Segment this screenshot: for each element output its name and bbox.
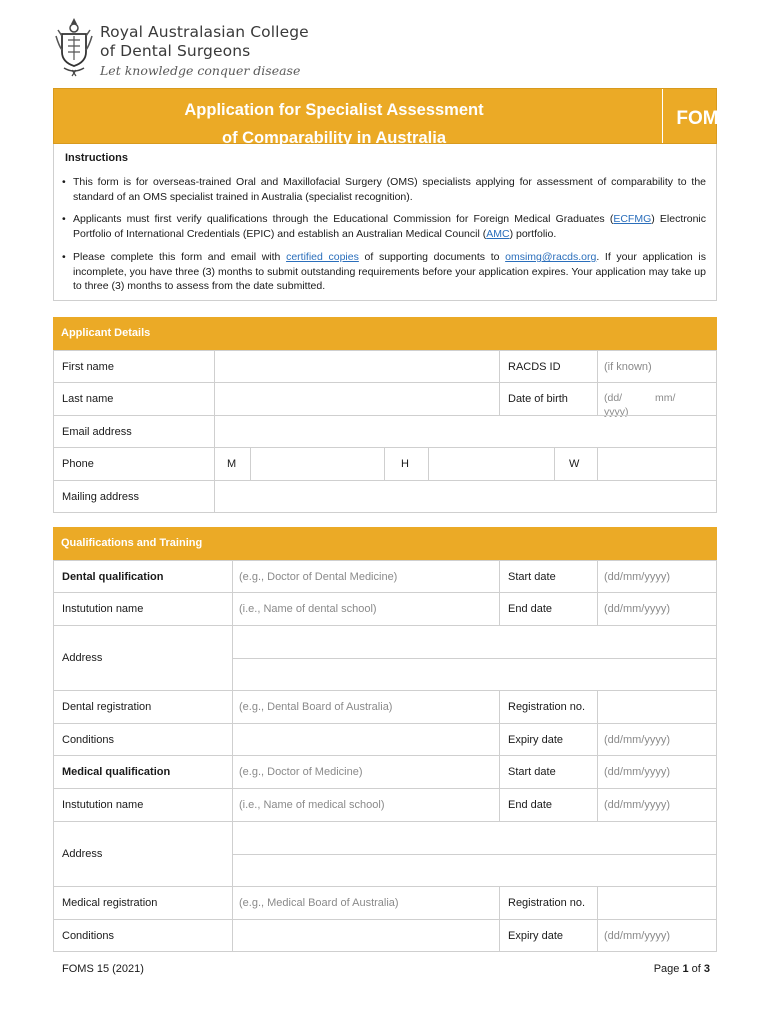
instruction-text: Applicants must first verify qualifications through the Educational Commission for Foreign Medical Graduates ( <box>73 213 614 225</box>
instruction-text: Please complete this form and email with <box>73 251 287 263</box>
instruction-text: This form is for overseas-trained Oral and Maxillofacial Surgery (OMS) specialists applying for assessment of comparability to the standard of an OMS specialist trained in Australia (specialist recognition). <box>73 176 706 203</box>
org-tagline: Let knowledge conquer disease <box>100 63 301 78</box>
mailing-address-field[interactable] <box>214 480 717 513</box>
medical-address-label: Address <box>53 821 233 887</box>
dental-start-date-label: Start date <box>499 560 598 593</box>
instruction-item <box>61 175 706 204</box>
mailing-address-label: Mailing address <box>53 480 215 513</box>
medical-institution-label: Instutution name <box>53 788 233 822</box>
medical-qualification-label: Medical qualification <box>53 755 233 789</box>
dental-expiry-date-field[interactable]: (dd/mm/yyyy) <box>597 723 717 756</box>
form-code: FOMS 15 <box>676 108 758 129</box>
org-name-line2: of Dental Surgeons <box>100 42 251 60</box>
phone-work-field[interactable] <box>597 447 717 481</box>
email-field[interactable] <box>214 415 717 448</box>
dental-registration-label: Dental registration <box>53 690 233 724</box>
last-name-field[interactable] <box>214 382 500 416</box>
phone-mobile-label: M <box>214 447 251 481</box>
certified-copies-link[interactable]: certified copies <box>286 251 359 263</box>
medical-conditions-field[interactable] <box>232 919 500 952</box>
medical-conditions-label: Conditions <box>53 919 233 952</box>
dob-label: Date of birth <box>499 382 598 416</box>
applicant-details-heading: Applicant Details <box>53 317 717 350</box>
college-logo <box>54 16 334 80</box>
dental-conditions-label: Conditions <box>53 723 233 756</box>
dental-qualification-field[interactable]: (e.g., Doctor of Dental Medicine) <box>232 560 500 593</box>
medical-expiry-date-label: Expiry date <box>499 919 598 952</box>
form-title-line2: of Comparability in Australia <box>221 129 446 147</box>
medical-end-date-field[interactable]: (dd/mm/yyyy) <box>597 788 717 822</box>
medical-registration-label: Medical registration <box>53 886 233 920</box>
amc-link[interactable]: AMC <box>486 227 510 240</box>
phone-work-label: W <box>554 447 598 481</box>
dental-qualification-label: Dental qualification <box>53 560 233 593</box>
phone-home-label: H <box>384 447 429 481</box>
medical-qualification-field[interactable]: (e.g., Doctor of Medicine) <box>232 755 500 789</box>
dental-institution-field[interactable]: (i.e., Name of dental school) <box>232 592 500 626</box>
medical-address-line1-field[interactable] <box>232 821 717 855</box>
instruction-item <box>61 212 706 241</box>
email-label: Email address <box>53 415 215 448</box>
dental-institution-label: Instutution name <box>53 592 233 626</box>
dental-conditions-field[interactable] <box>232 723 500 756</box>
dental-expiry-date-label: Expiry date <box>499 723 598 756</box>
page-prefix: Page <box>653 963 683 975</box>
racds-id-label: RACDS ID <box>499 350 598 383</box>
instructions-box <box>53 144 717 301</box>
dob-field[interactable]: (dd/ mm/ yyyy) <box>597 382 717 416</box>
email-link[interactable]: omsimg@racds.org <box>505 251 597 263</box>
dental-registration-no-field[interactable] <box>597 690 717 724</box>
page-of: of <box>688 963 704 975</box>
dental-end-date-field[interactable]: (dd/mm/yyyy) <box>597 592 717 626</box>
dental-address-line1-field[interactable] <box>232 625 717 659</box>
instruction-text: ) portfolio. <box>509 227 557 240</box>
medical-end-date-label: End date <box>499 788 598 822</box>
racds-id-field[interactable]: (if known) <box>597 350 717 383</box>
instruction-text: of supporting documents to <box>358 251 506 263</box>
medical-registration-no-label: Registration no. <box>499 886 598 920</box>
instructions-heading: Instructions <box>65 152 128 164</box>
coat-of-arms-icon <box>54 16 94 78</box>
medical-expiry-date-field[interactable]: (dd/mm/yyyy) <box>597 919 717 952</box>
form-header <box>53 88 758 147</box>
medical-start-date-label: Start date <box>499 755 598 789</box>
first-name-field[interactable] <box>214 350 500 383</box>
page-total: 3 <box>703 963 710 975</box>
ecfmg-link[interactable]: ECFMG <box>613 213 652 225</box>
instruction-item <box>61 250 706 294</box>
last-name-label: Last name <box>53 382 215 416</box>
instruction-text: . If your application is incomplete, you have three (3) months to submit outstanding requirements before your application expires. Your application may take up to three (3) months to assess from the date submitted. <box>73 251 706 292</box>
medical-institution-field[interactable]: (i.e., Name of medical school) <box>232 788 500 822</box>
medical-registration-no-field[interactable] <box>597 886 717 920</box>
phone-mobile-field[interactable] <box>250 447 385 481</box>
dental-registration-field[interactable]: (e.g., Dental Board of Australia) <box>232 690 500 724</box>
org-name-line1: Royal Australasian College <box>100 23 309 41</box>
phone-label: Phone <box>53 447 215 481</box>
dental-start-date-field[interactable]: (dd/mm/yyyy) <box>597 560 717 593</box>
dental-address-label: Address <box>53 625 233 691</box>
dental-end-date-label: End date <box>499 592 598 626</box>
first-name-label: First name <box>53 350 215 383</box>
medical-registration-field[interactable]: (e.g., Medical Board of Australia) <box>232 886 500 920</box>
instruction-text: ) Electronic Portfolio of International Credentials (EPIC) and establish an Australian Medical Council ( <box>73 213 707 240</box>
page-number <box>560 963 710 975</box>
medical-start-date-field[interactable]: (dd/mm/yyyy) <box>597 755 717 789</box>
qualifications-heading: Qualifications and Training <box>53 527 717 560</box>
footer-form-code: FOMS 15 (2021) <box>62 963 144 975</box>
form-title-line1: Application for Specialist Assessment <box>184 101 484 119</box>
phone-home-field[interactable] <box>428 447 555 481</box>
medical-address-line2-field[interactable] <box>232 854 717 887</box>
page-current: 1 <box>682 963 689 975</box>
dental-address-line2-field[interactable] <box>232 658 717 691</box>
dental-registration-no-label: Registration no. <box>499 690 598 724</box>
